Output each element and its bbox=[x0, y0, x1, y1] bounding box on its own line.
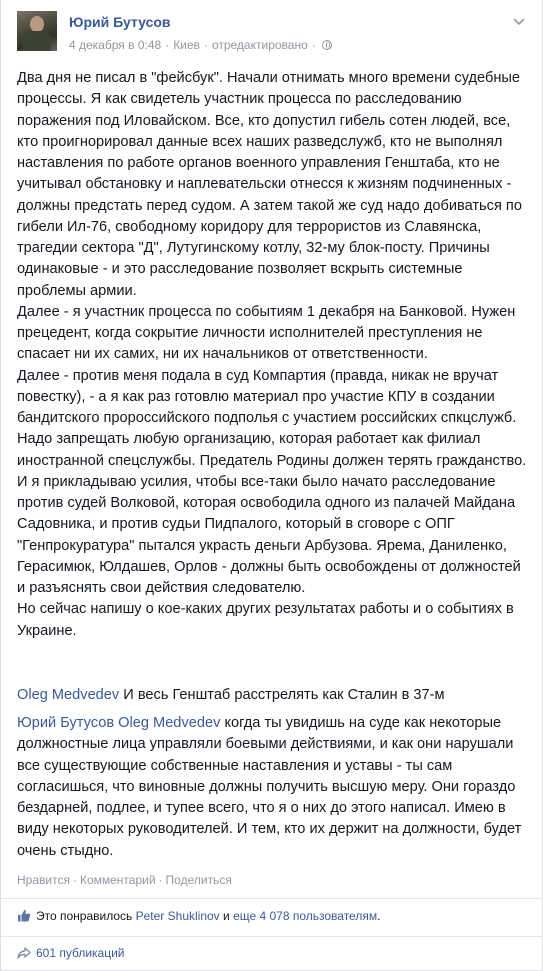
meta-separator: · bbox=[165, 38, 170, 52]
like-link[interactable]: Нравится bbox=[17, 873, 70, 887]
comment-author-link[interactable]: Oleg Medvedev bbox=[118, 715, 221, 731]
likers-others-link[interactable]: еще 4 078 пользователям bbox=[233, 909, 378, 923]
post-paragraph: Далее - против меня подала в суд Компартия (правда, никак не вручат повестку), - а я как раз готовлю материал про участие КПУ в создании бандитского пророссийского подполья с участием российских спкцслужб. Надо запрещать любую организацию, которая работает как филиал иностранной спецслужбы. Предатель Родины должен терять гражданство. bbox=[17, 367, 527, 469]
chevron-down-icon[interactable] bbox=[513, 16, 527, 26]
post-meta bbox=[69, 38, 332, 52]
post-paragraph: И я прикладываю усилия, чтобы все-таки было начато расследование против судей Волковой, которая освободила одного из палачей Майдана Садовника, и против судьи Пидпалого, который в сговоре с ОПГ "Генпрокуратура" пытался украсть деньги Арбузова. Ярема, Даниленко, Герасимюк, Юлдашев, Орлов - должны быть освобождены от должностей и разъяснять свои действия следователю. bbox=[17, 473, 521, 596]
action-separator: · bbox=[158, 873, 163, 887]
comment-text: Юрий Бутусов Oleg Medvedev когда ты увидишь на суде как некоторые должностные лица управляли боевыми действиями, и как они нарушали все существующие собственные наставления и уставы - ты сам согласишься, что виновные должны получить высшую меру. Они гораздо бездарней, подлее, и тупее всего, что я о них до этого написал. Имею в виду некоторых руководителей. И тем, кто их держит на должности, будет очень стыдно. bbox=[17, 715, 522, 859]
avatar-face bbox=[30, 16, 44, 32]
comment-author-link[interactable]: Юрий Бутусов bbox=[17, 715, 115, 731]
post-date[interactable]: 4 декабря в 0:48 bbox=[69, 38, 162, 52]
comment-link[interactable]: Комментарий bbox=[79, 873, 156, 887]
post-header bbox=[17, 11, 517, 59]
likes-and: и bbox=[223, 909, 230, 923]
author-avatar[interactable] bbox=[17, 11, 57, 51]
post-edited[interactable]: отредактировано bbox=[211, 38, 308, 52]
likes-summary bbox=[17, 909, 380, 923]
post-actions bbox=[17, 873, 232, 887]
comment-text: Oleg Medvedev И весь Генштаб расстрелять как Сталин в 37-м bbox=[17, 687, 445, 703]
thumbs-up-icon bbox=[17, 909, 31, 922]
likes-prefix: Это понравилось bbox=[36, 909, 133, 923]
action-separator: · bbox=[72, 873, 77, 887]
post-paragraph: Два дня не писал в "фейсбук". Начали отнимать много времени судебные процессы. Я как свидетель участник процесса по расследованию поражения под Иловайском. Все, кто допустил гибель сотен людей, все, кто проигнорировал данные всех наших разведслужб, кто не выполнял наставления по работе органов военного управления Генштаба, кто не учитывал обстановку и наплевательски отнесся к жизням подчиненных - должны предстать перед судом. А затем такой же суд надо добиваться по гибели Ил-76, свободному коридору для террористов из Славянска, трагедии сектора "Д", Лутугинскому котлу, 32-му блок-посту. Причины одинаковые - и это расследование позволяет вскрыть системные проблемы армии. bbox=[17, 70, 522, 299]
shares-count[interactable]: 601 публикаций bbox=[36, 946, 125, 960]
globe-icon[interactable] bbox=[322, 40, 332, 50]
meta-separator: · bbox=[203, 38, 208, 52]
divider bbox=[1, 898, 543, 899]
post-text bbox=[17, 68, 529, 642]
post-paragraph: Далее - я участник процесса по событиям 1 декабря на Банковой. Нужен прецедент, когда сокрытие личности исполнителей преступления не спасает ни их самих, ни их начальников от ответственности. bbox=[17, 303, 516, 363]
divider bbox=[1, 936, 543, 937]
shares-summary[interactable] bbox=[17, 946, 125, 960]
share-arrow-icon bbox=[17, 947, 31, 959]
post-location[interactable]: Киев bbox=[173, 38, 200, 52]
meta-separator: · bbox=[311, 38, 316, 52]
likes-suffix: . bbox=[377, 909, 381, 923]
avatar-body bbox=[23, 31, 51, 51]
liker-link[interactable]: Peter Shuklinov bbox=[135, 909, 220, 923]
comment-author-link[interactable]: Oleg Medvedev bbox=[17, 687, 120, 703]
author-name[interactable]: Юрий Бутусов bbox=[69, 14, 171, 30]
share-link[interactable]: Поделиться bbox=[165, 873, 232, 887]
post-paragraph: Но сейчас напишу о кое-каких других результатах работы и о событиях в Украине. bbox=[17, 601, 514, 639]
